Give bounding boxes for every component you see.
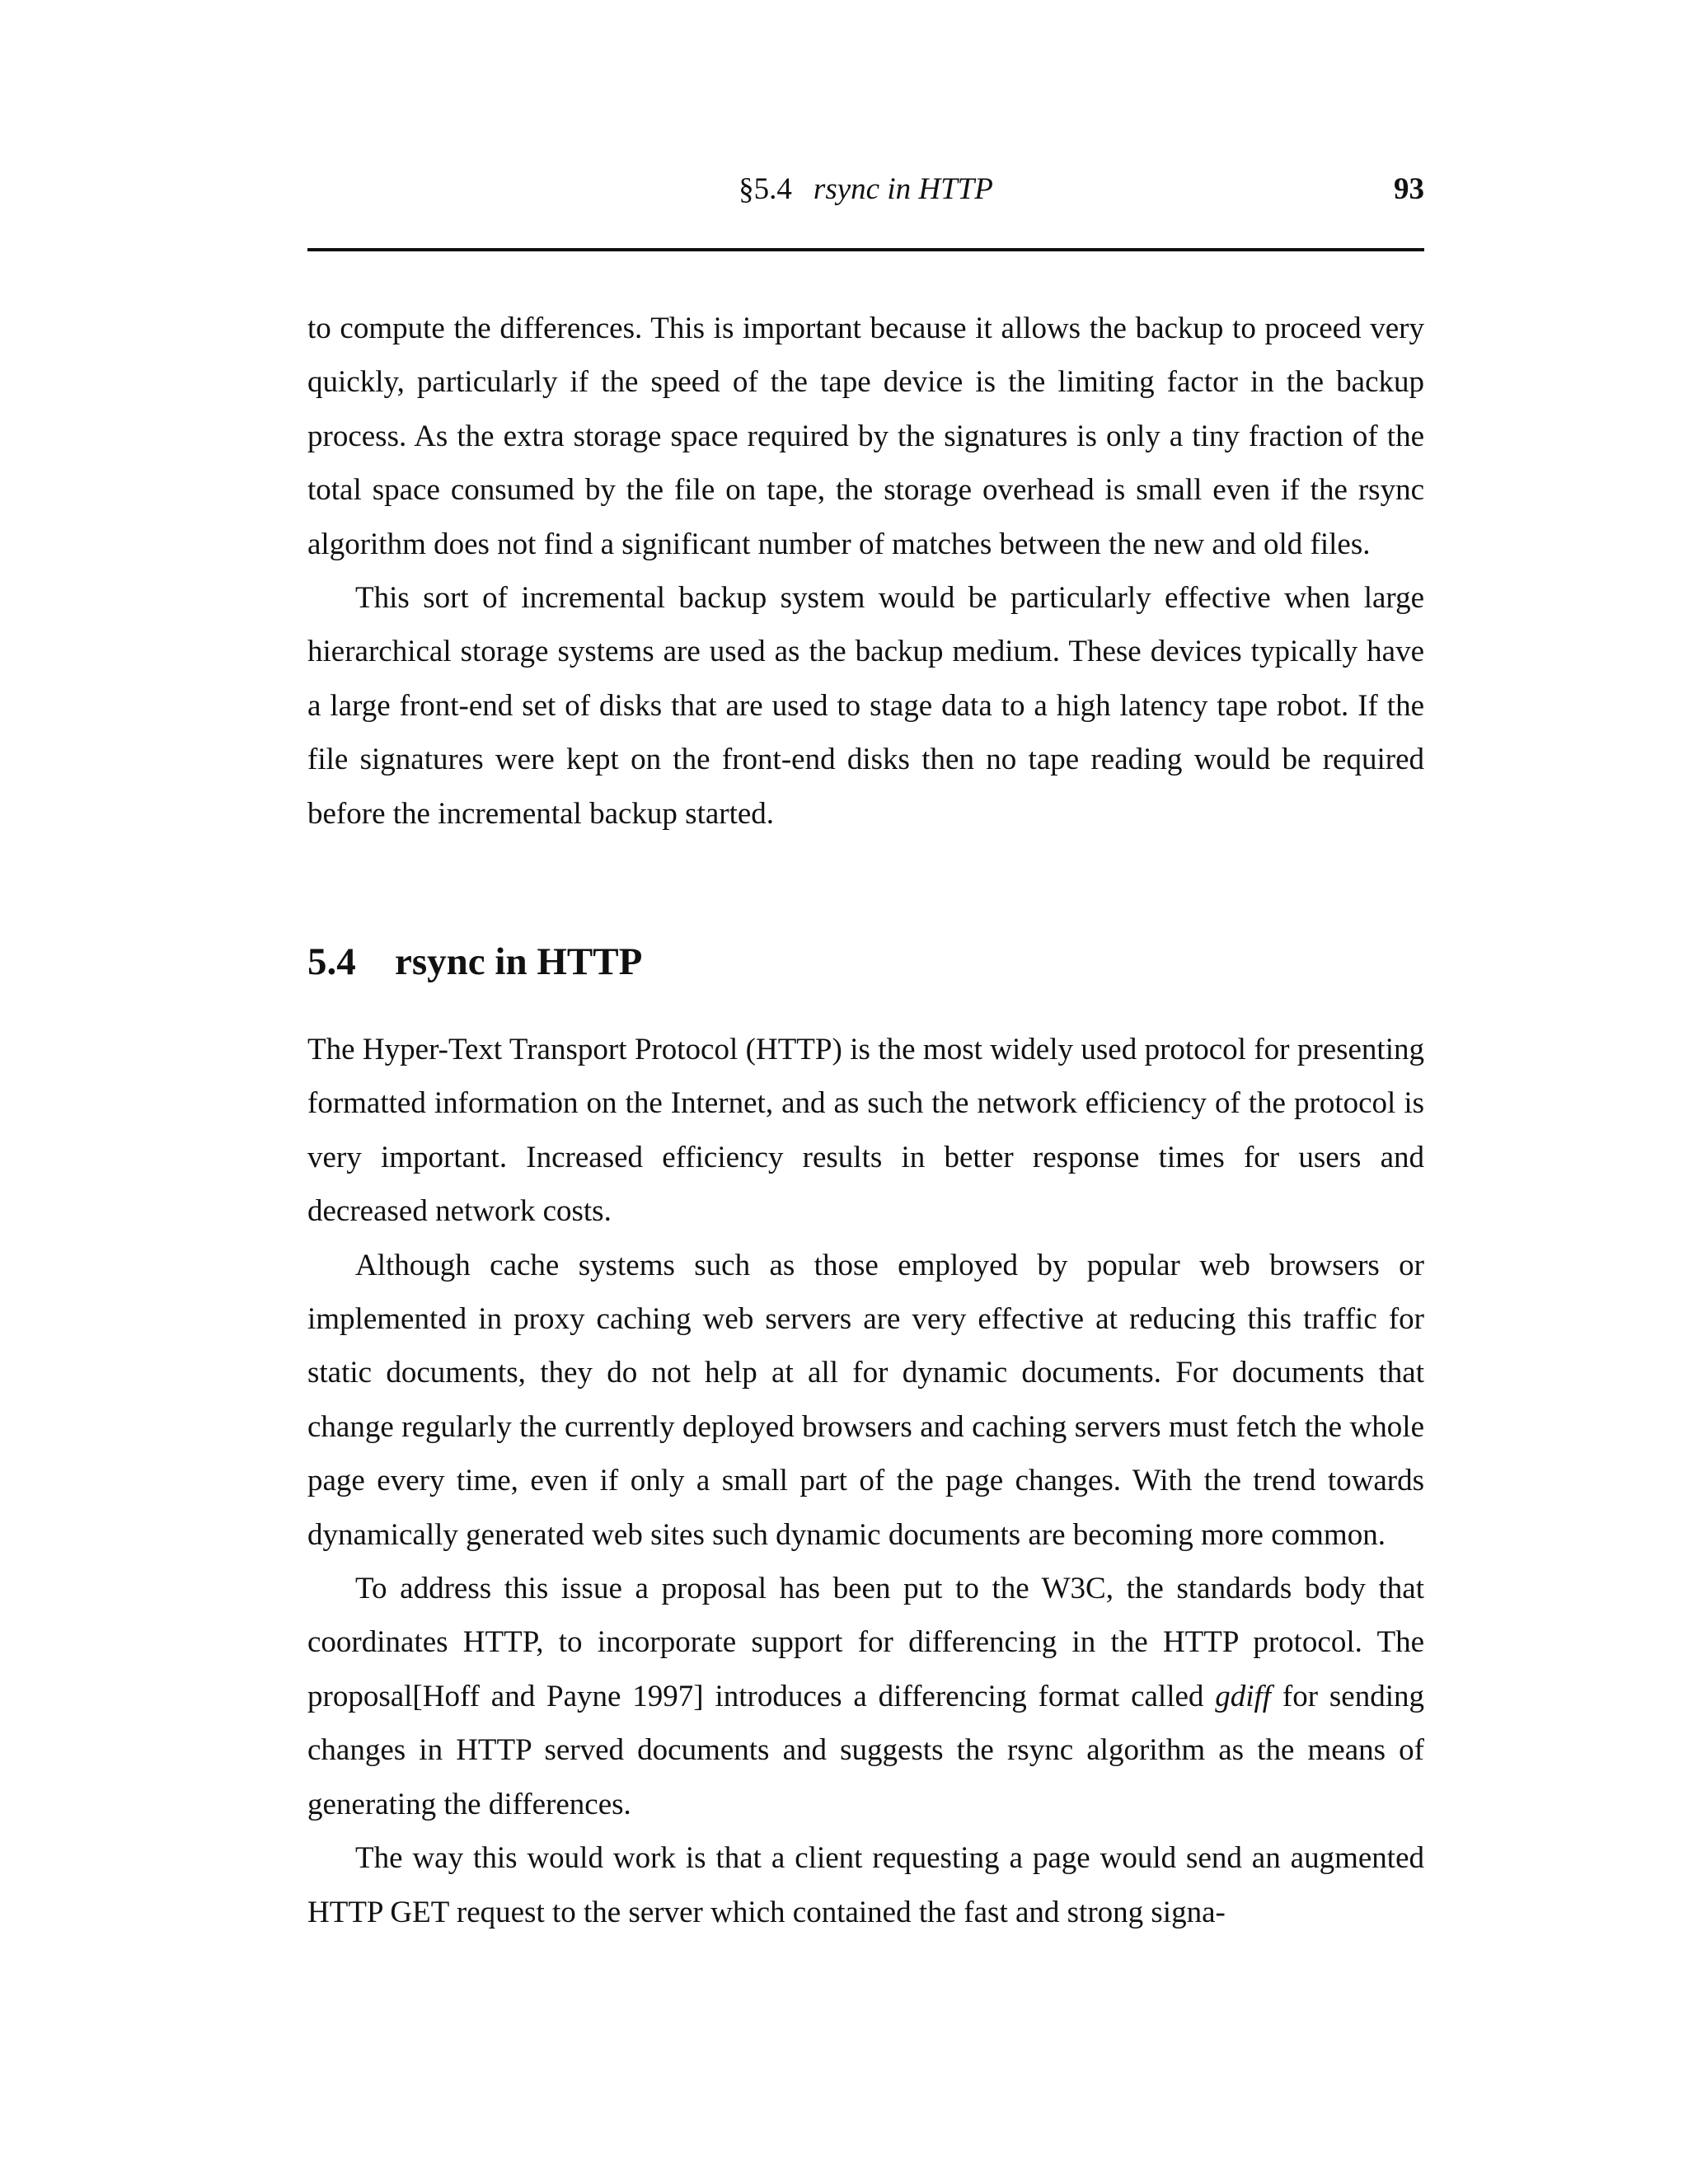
paragraph-incremental-backup: This sort of incremental backup system would be particularly effective when large hierarchical storage systems are used as the backup medium. These devices typically have a large front-end set of disks that are used to stage data to a high latency tape robot. If the file signatures were kept on the front-end disks then no tape reading would be required before the incremental backup started. [307,581,1424,831]
paragraph-get-request: The way this would work is that a client requesting a page would send an augmented HTTP GET request to the server which contained the fast and strong signa- [307,1841,1424,1929]
section-body [307,1023,1424,1939]
section-title: rsync in HTTP [395,940,643,983]
continued-text [307,302,1424,841]
page-number: 93 [1394,172,1424,206]
section-heading [307,933,1424,991]
paragraph-http-intro: The Hyper-Text Transport Protocol (HTTP) is the most widely used protocol for presenting formatted information on the Internet, and as such the network efficiency of the protocol is very important. Increased efficiency results in better response times for users and decreased network costs. [307,1033,1424,1229]
w3c-text-before: To address this issue a proposal has been put to the W3C, the standards body that coordinates HTTP, to incorporate support for differencing in the HTTP protocol. The proposal[Hoff and Payne 1997] introduces a differencing format called [307,1572,1424,1713]
running-header [307,165,1424,214]
w3c-text-after: for sending changes in HTTP served documents and suggests the rsync algorithm as the means of generating the differences. [307,1679,1424,1821]
section-number: 5.4 [307,940,356,983]
gdiff-term: gdiff [1215,1679,1272,1713]
paragraph-w3c-proposal [307,1562,1424,1831]
running-title [307,165,1424,214]
header-rule [307,248,1424,251]
paragraph-continued: to compute the differences. This is important because it allows the backup to proceed very quickly, particularly if the speed of the tape device is the limiting factor in the backup process. As the extra storage space required by the signatures is only a tiny fraction of the total space consumed by the file on tape, the storage overhead is small even if the rsync algorithm does not find a significant number of matches between the new and old files. [307,312,1424,561]
running-section-number: §5.4 [738,172,792,206]
paragraph-cache-systems: Although cache systems such as those employed by popular web browsers or implemented in proxy caching web servers are very effective at reducing this traffic for static documents, they do not help at all for dynamic documents. For documents that change regularly the currently deployed browsers and caching servers must fetch the whole page every time, even if only a small part of the page changes. With the trend towards dynamically generated web sites such dynamic documents are becoming more common. [307,1248,1424,1552]
running-section-title: rsync in HTTP [813,172,993,206]
